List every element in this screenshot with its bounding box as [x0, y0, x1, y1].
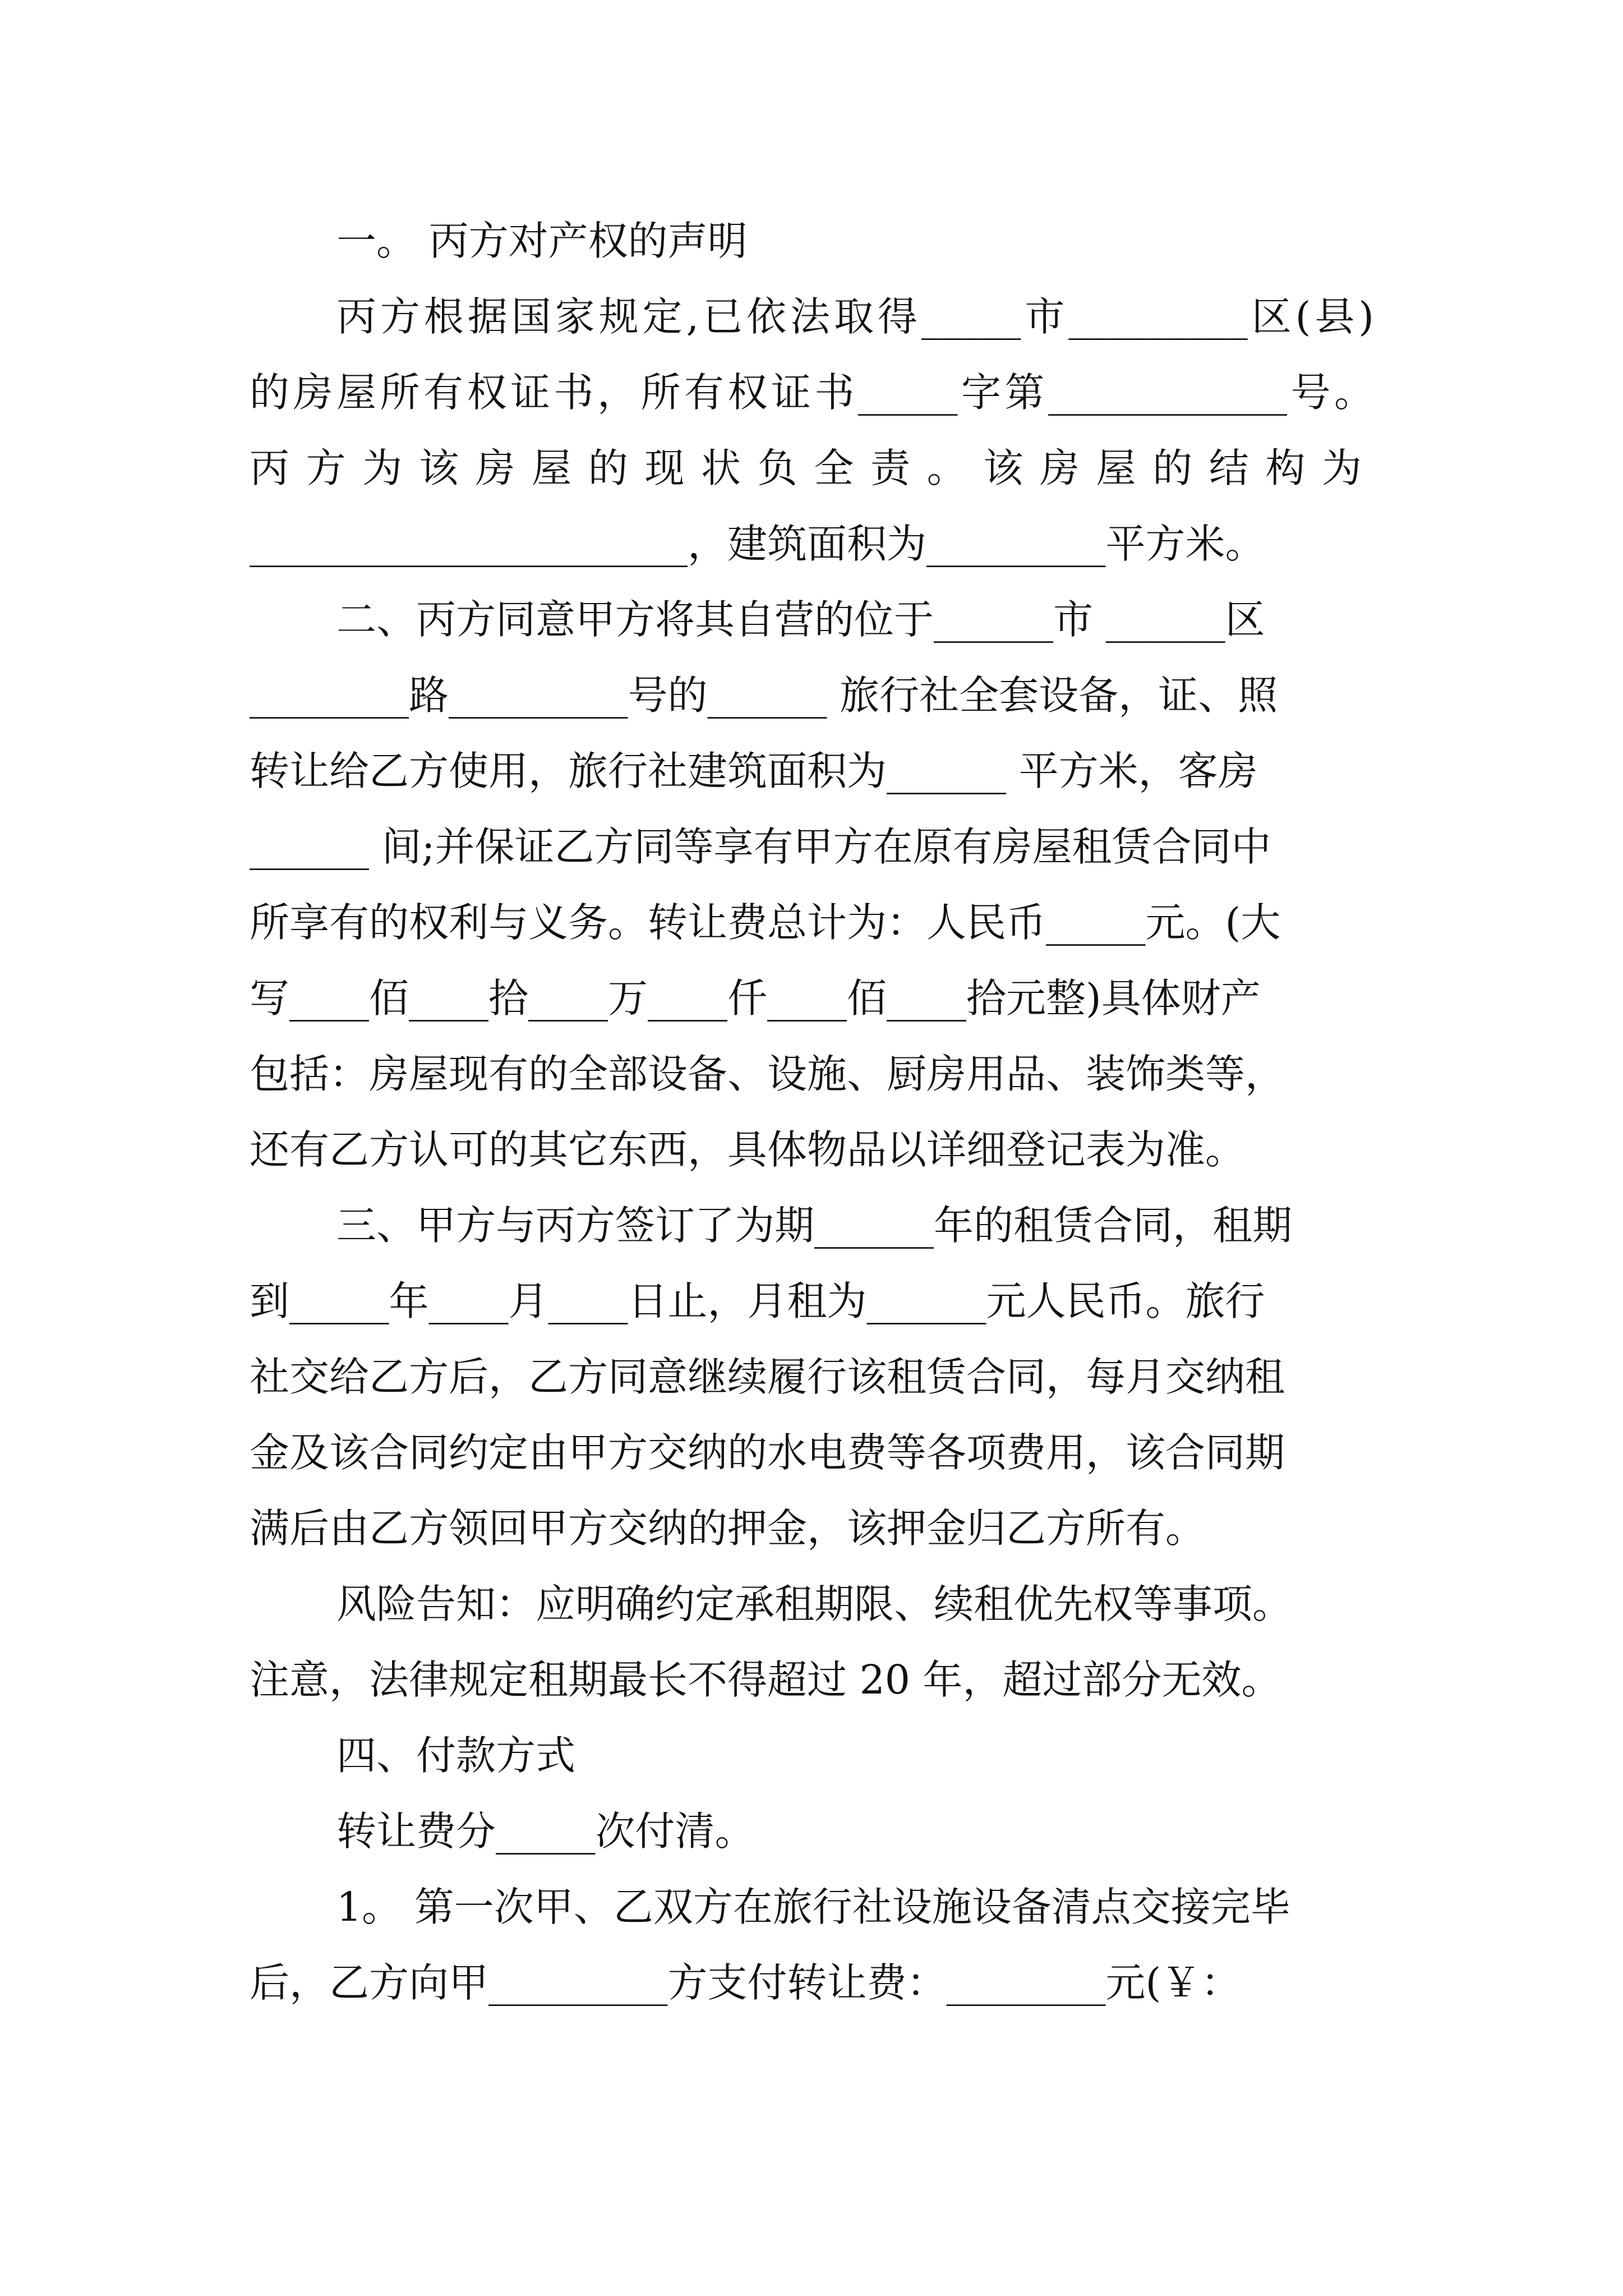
paragraph-line: 的房屋所有权证书，所有权证书_____字第____________号。	[250, 369, 1374, 416]
paragraph-line: ______________________，建筑面积为_________平方米。	[250, 521, 1265, 567]
paragraph-line: 写____佰____拾____万____仟____佰____拾元整)具体财产	[250, 975, 1261, 1022]
paragraph-line: 转让费分_____次付清。	[336, 1808, 755, 1855]
payment-item-1: 1。 第一次甲、乙双方在旅行社设施设备清点交接完毕	[336, 1884, 1290, 1930]
paragraph-line: 丙方为该房屋的现状负全责。该房屋的结构为	[250, 445, 1374, 491]
paragraph-line: 金及该合同约定由甲方交纳的水电费等各项费用，该合同期	[250, 1429, 1285, 1476]
paragraph-line: 包括：房屋现有的全部设备、设施、厨房用品、装饰类等，	[250, 1051, 1285, 1097]
section-4-heading: 四、付款方式	[336, 1732, 576, 1779]
paragraph-line: 社交给乙方后，乙方同意继续履行该租赁合同，每月交纳租	[250, 1354, 1285, 1400]
paragraph-line: 转让给乙方使用，旅行社建筑面积为______ 平方米，客房	[250, 748, 1258, 794]
section-1-heading: 一。 丙方对产权的声明	[336, 218, 748, 264]
paragraph-line: ______ 间;并保证乙方同等享有甲方在原有房屋租赁合同中	[250, 823, 1271, 870]
section-3-start: 三、甲方与丙方签订了为期______年的租赁合同，租期	[336, 1202, 1293, 1249]
section-2-start: 二、丙方同意甲方将其自营的位于______市 ______区	[336, 596, 1265, 643]
paragraph-line: 所享有的权利与义务。转让费总计为：人民币_____元。(大	[250, 899, 1281, 946]
paragraph-line: ________路_________号的______ 旅行社全套设备，证、照	[250, 672, 1278, 719]
paragraph-line: 后，乙方向甲_________方支付转让费：________元(￥：	[250, 1959, 1241, 2006]
paragraph-line: 到_____年____月____日止，月租为______元人民币。旅行	[250, 1278, 1265, 1324]
paragraph-line: 丙方根据国家规定,已依法取得_____市_________区(县)	[336, 293, 1374, 340]
paragraph-line: 满后由乙方领回甲方交纳的押金，该押金归乙方所有。	[250, 1505, 1206, 1552]
paragraph-line: 还有乙方认可的其它东西，具体物品以详细登记表为准。	[250, 1126, 1246, 1173]
risk-notice: 风险告知：应明确约定承租期限、续租优先权等事项。	[336, 1581, 1293, 1627]
paragraph-line: 注意，法律规定租期最长不得超过 20 年，超过部分无效。	[250, 1657, 1281, 1703]
